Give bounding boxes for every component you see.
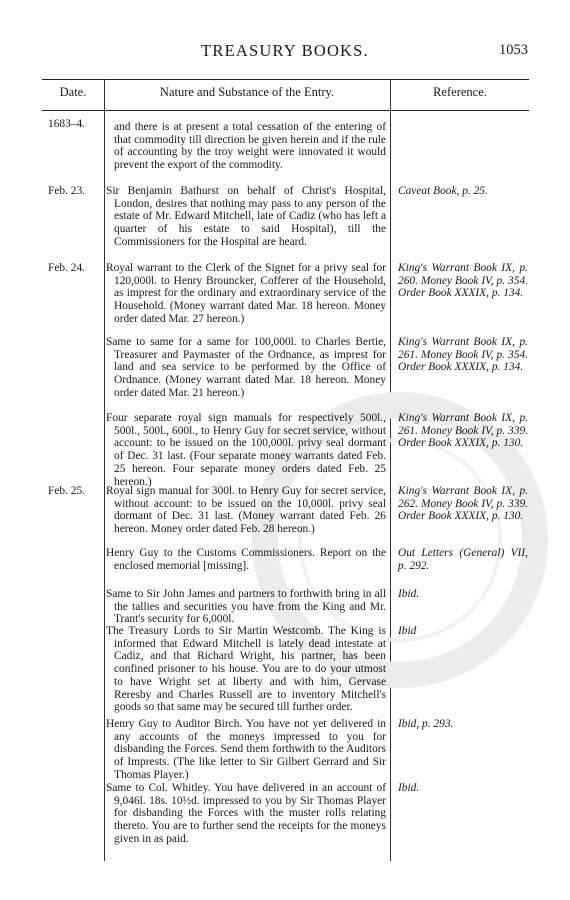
entry-text: Sir Benjamin Bathurst on behalf of Christ's Hospital, London, desires that nothing may pass to any person of the estate of Mr. Edward Mitchell, late of Cadiz (who has left a quarter of his estate to said Hospital), till the Commissioners for the Hospital are heard.	[106, 185, 386, 248]
entry-reference: King's Warrant Book IX, p. 261. Money Book IV, p. 339. Order Book XXXIX, p. 130.	[398, 412, 528, 450]
entry-text: Henry Guy to Auditor Birch. You have not yet delivered in any accounts of the moneys impressed to you for disbanding the Forces. Send them forthwith to the Auditors of Imprests. (The like letter to Sir Gilbert Gerrard and Sir Thomas Player.)	[106, 718, 386, 781]
entry-reference: King's Warrant Book IX, p. 261. Money Book IV, p. 354. Order Book XXXIX, p. 134.	[398, 336, 528, 374]
entry-text: Four separate royal sign manuals for respectively 500l., 500l., 500l., 600l., to Henry Guy for secret service, without account: to be issued on the 100,000l. privy seal dormant of Dec. 31 last. (Four separate money warrants dated Feb. 25 hereon. Four separate money orders dated Feb. 25 hereon.)	[106, 412, 386, 488]
entry-text: Henry Guy to the Customs Commissioners. Report on the enclosed memorial [missing].	[106, 547, 386, 572]
entry-reference: Ibid, p. 293.	[398, 718, 454, 730]
running-title: TREASURY BOOKS.	[201, 41, 369, 60]
entry-text: Royal warrant to the Clerk of the Signet for a privy seal for 120,000l. to Henry Brouncker, Cofferer of the Household, as imprest for the ordinary and extraordinary service of the Household. (Money warrant dated Mar. 18 hereon. Money order dated Mar. 27 hereon.)	[106, 262, 386, 325]
entry-reference: King's Warrant Book IX, p. 260. Money Book IV, p. 354. Order Book XXXIX, p. 134.	[398, 262, 528, 300]
entry-text: Same to Sir John James and partners to forthwith bring in all the tallies and securities you have from the King and Mr. Trant's security for 6,000l.	[106, 588, 386, 626]
entry-reference: Ibid	[398, 625, 417, 637]
entry-date: 1683–4.	[48, 118, 86, 130]
header-rule	[42, 110, 529, 111]
column-divider-date	[104, 79, 105, 861]
entry-text: Same to Col. Whitley. You have delivered in an account of 9,046l. 18s. 10½d. impressed to you by Sir Thomas Player for disbanding the Forces with the muster rolls relating thereto. You are to further send the receipts for the moneys given in as paid.	[106, 782, 386, 845]
column-divider-reference	[390, 79, 391, 861]
entry-text: Royal sign manual for 300l. to Henry Guy for secret service, without account: to be issued on the 10,000l. privy seal dormant of Dec. 31 last. (Money warrant dated Feb. 26 hereon. Money order dated Feb. 28 hereon.)	[106, 485, 386, 536]
entry-reference: Caveat Book, p. 25.	[398, 185, 488, 197]
column-header-reference: Reference.	[433, 85, 487, 99]
page-number: 1053	[499, 42, 528, 58]
running-head	[0, 41, 570, 65]
entry-date: Feb. 25.	[48, 485, 86, 497]
entry-reference: Ibid.	[398, 782, 420, 794]
entry-reference: Out Letters (General) VII, p. 292.	[398, 547, 528, 572]
column-header-date: Date.	[59, 85, 87, 99]
entry-date: Feb. 23.	[48, 185, 86, 197]
entry-reference: King's Warrant Book IX, p. 262. Money Book IV, p. 339. Order Book XXXIX, p. 130.	[398, 485, 528, 523]
entry-date: Feb. 24.	[48, 262, 86, 274]
entry-reference: Ibid.	[398, 588, 420, 600]
top-rule	[42, 79, 529, 80]
entry-text: Same to same for a same for 100,000l. to Charles Bertie, Treasurer and Paymaster of the Ordnance, as imprest for land and sea service to be performed by the Office of Ordnance. (Money warrant dated Mar. 18 hereon. Money order dated Mar. 21 hereon.)	[106, 336, 386, 399]
entry-text: The Treasury Lords to Sir Martin Westcomb. The King is informed that Edward Mitchell is lately dead intestate at Cadiz, and that Richard Wright, his partner, has been confined prisoner to his house. You are to do your utmost to have Wright set at liberty and with him, Gervase Reresby and Charles Russell are to inventory Mitchell's goods so that same may be secured till further order.	[106, 625, 386, 714]
entry-text: and there is at present a total cessation of the entering of that commodity till direction be given herein and if the rule of accounting by the troy weight were innovated it would prevent the export of the commodity.	[114, 121, 386, 172]
column-header-nature: Nature and Substance of the Entry.	[159, 85, 335, 99]
